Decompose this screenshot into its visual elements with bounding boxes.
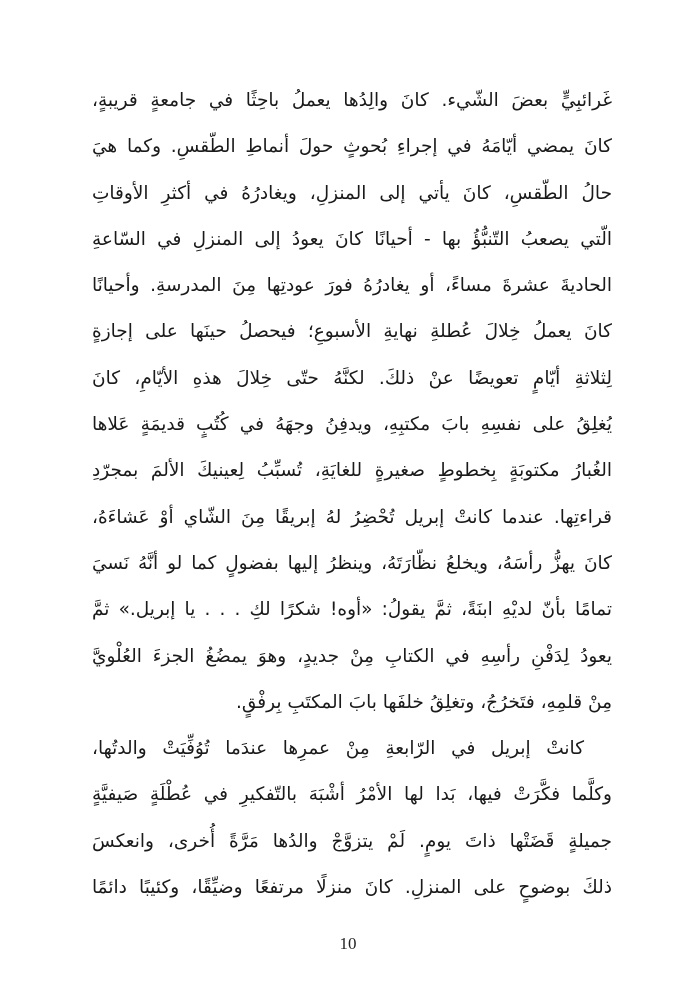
- paragraph-end-line: مِنْ قلمِهِ، فتَخرُجُ، وتغلِقُ خلفَها بابَ المكتَبِ بِرفْقٍ.: [236, 691, 612, 713]
- text-line: تمامًا بأنّ لديْهِ ابنَةً، ثمَّ يقولُ: «أوه! شكرًا لكِ . . . يا إبريل.» ثمَّ: [92, 599, 612, 621]
- text-line: كانَ يمضي أيّامَهُ في إجراءِ بُحوثٍ حولَ أنماطِ الطّقسِ. وكما هيَ: [92, 136, 612, 158]
- text-line: جميلةٍ قَضَتْها ذاتَ يومٍ. لَمْ يتزوَّجْ والدُها مَرَّةً أُخرى، وانعكسَ: [92, 830, 612, 852]
- text-line: غَرائبِيٍّ بعضَ الشّيء. كانَ والِدُها يعملُ باحِثًا في جامعةٍ قريبةٍ،: [92, 90, 612, 111]
- text-line: كانَ يعملُ خِلالَ عُطلةِ نهايةِ الأسبوعِ؛ فيحصلُ حينَها على إجازةٍ: [92, 321, 612, 343]
- paragraph-start-line: كانتْ إبريل في الرّابعةِ مِنْ عمرِها عندَما تُوُفِّيَتْ والدتُها،: [92, 738, 584, 760]
- text-line: يعودُ لِدَفْنِ رأسِهِ في الكتابِ مِنْ جديدٍ، وهوَ يمضُغُ الجزءَ العُلْويَّ: [92, 645, 612, 667]
- text-line: يُغلِقُ على نفسِهِ بابَ مكتبِهِ، ويدفِنُ وجهَهُ في كُتُبٍ قديمَةٍ عَلاها: [92, 414, 612, 436]
- text-line: ذلكَ بوضوحٍ على المنزلِ. كانَ منزلًا مرتفعًا وضيِّقًا، وكئيبًا دائمًا: [92, 877, 612, 899]
- text-line: لِثلاثةِ أيّامٍ تعويضًا عنْ ذلكَ. لكنَّهُ حتّى خِلالَ هذهِ الأيّامِ، كانَ: [92, 367, 612, 389]
- text-line: الحاديةَ عشرةَ مساءً، أو يغادرُهُ فورَ عودتِها مِنَ المدرسةِ. وأحيانًا: [92, 275, 612, 297]
- text-line: حالُ الطّقسِ، كانَ يأتي إلى المنزلِ، ويغادرُهُ في أكثرِ الأوقاتِ: [92, 182, 612, 204]
- text-line: الّتي يصعبُ التّنبُّؤُ بها - أحيانًا كانَ يعودُ إلى المنزلِ في السّاعةِ: [92, 228, 612, 250]
- page-number: 10: [339, 934, 357, 953]
- text-line: الغُبارُ مكتوبَةٍ بِخطوطٍ صغيرةٍ للغايَةِ، تُسبِّبُ لِعينيكَ الألمَ بمجرّدِ: [92, 460, 612, 482]
- text-line: وكلَّما فكَّرَتْ فيها، بَدا لها الأمْرُ أشْبَهَ بالتّفكيرِ في عُطْلَةٍ صَيفيَّةٍ: [92, 784, 612, 806]
- text-line: قراءتِها. عندما كانتْ إبريل تُحْضِرُ لهُ إبريقًا مِنَ الشّاي أوْ عَشاءَهُ،: [92, 506, 612, 528]
- text-line: كانَ يهزُّ رأسَهُ، ويخلعُ نظّارَتَهُ، وينظرُ إليها بفضولٍ كما لو أنَّهُ نَسيَ: [92, 552, 612, 574]
- body-text: [92, 78, 612, 911]
